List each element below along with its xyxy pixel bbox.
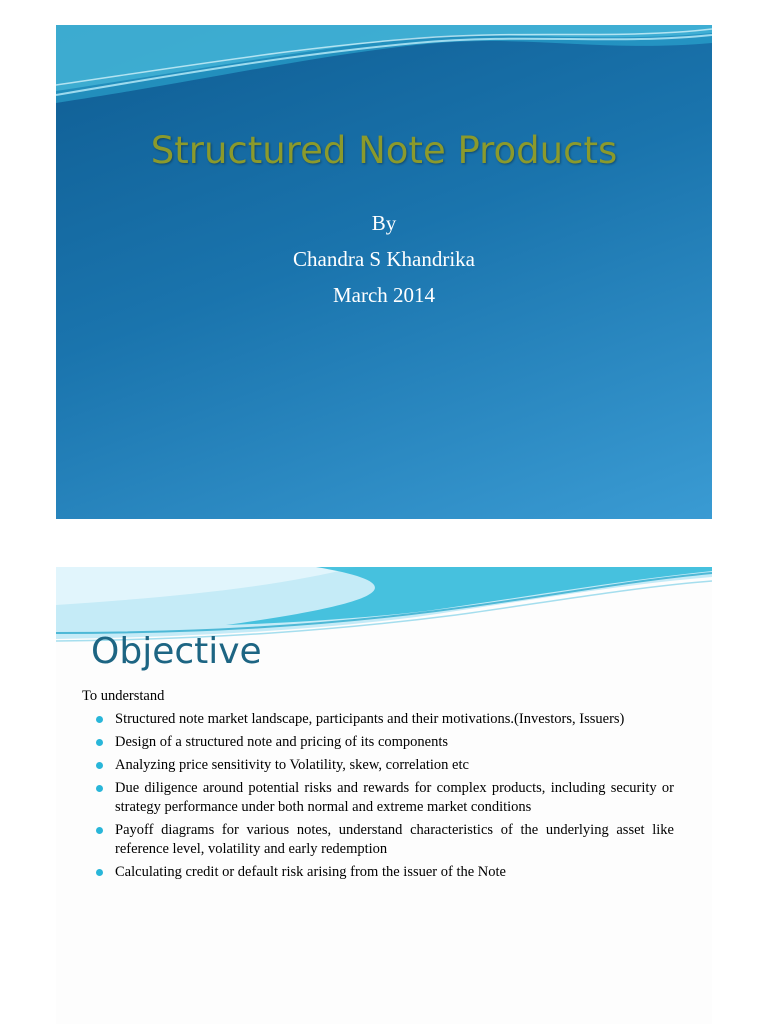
list-item-text: Calculating credit or default risk arising from the issuer of the Note	[115, 864, 506, 880]
presentation-title: Structured Note Products	[150, 129, 618, 172]
byline-author: Chandra S Khandrika	[293, 247, 475, 271]
list-item	[82, 733, 674, 752]
bullet-icon	[96, 739, 103, 746]
bullet-icon	[96, 762, 103, 769]
bullet-list	[82, 710, 674, 882]
list-item-text: Design of a structured note and pricing of its components	[115, 734, 449, 750]
byline-by: By	[371, 211, 397, 235]
byline-date: March 2014	[332, 283, 436, 307]
list-item-text: Analyzing price sensitivity to Volatility, skew, correlation etc	[115, 757, 469, 773]
list-item	[82, 863, 674, 882]
slide-title: Objective	[91, 631, 262, 672]
list-item-text: Payoff diagrams for various notes, understand characteristics of the underlying asset like reference level, volatility and early redemption	[115, 822, 674, 857]
wave-decoration	[56, 25, 712, 145]
objective-slide	[56, 567, 712, 1024]
bullet-icon	[96, 869, 103, 876]
list-item	[82, 821, 674, 859]
list-item-text: Structured note market landscape, participants and their motivations.(Investors, Issuers)	[115, 711, 625, 727]
slide-body	[82, 687, 674, 886]
list-item	[82, 779, 674, 817]
list-item	[82, 756, 674, 775]
list-item	[82, 710, 674, 729]
intro-text: To understand	[82, 688, 165, 704]
bullet-icon	[96, 827, 103, 834]
bullet-icon	[96, 716, 103, 723]
title-slide	[56, 25, 712, 519]
byline	[56, 205, 712, 313]
list-item-text: Due diligence around potential risks and rewards for complex products, including security or strategy performance under both normal and extreme market conditions	[115, 780, 674, 815]
bullet-icon	[96, 785, 103, 792]
